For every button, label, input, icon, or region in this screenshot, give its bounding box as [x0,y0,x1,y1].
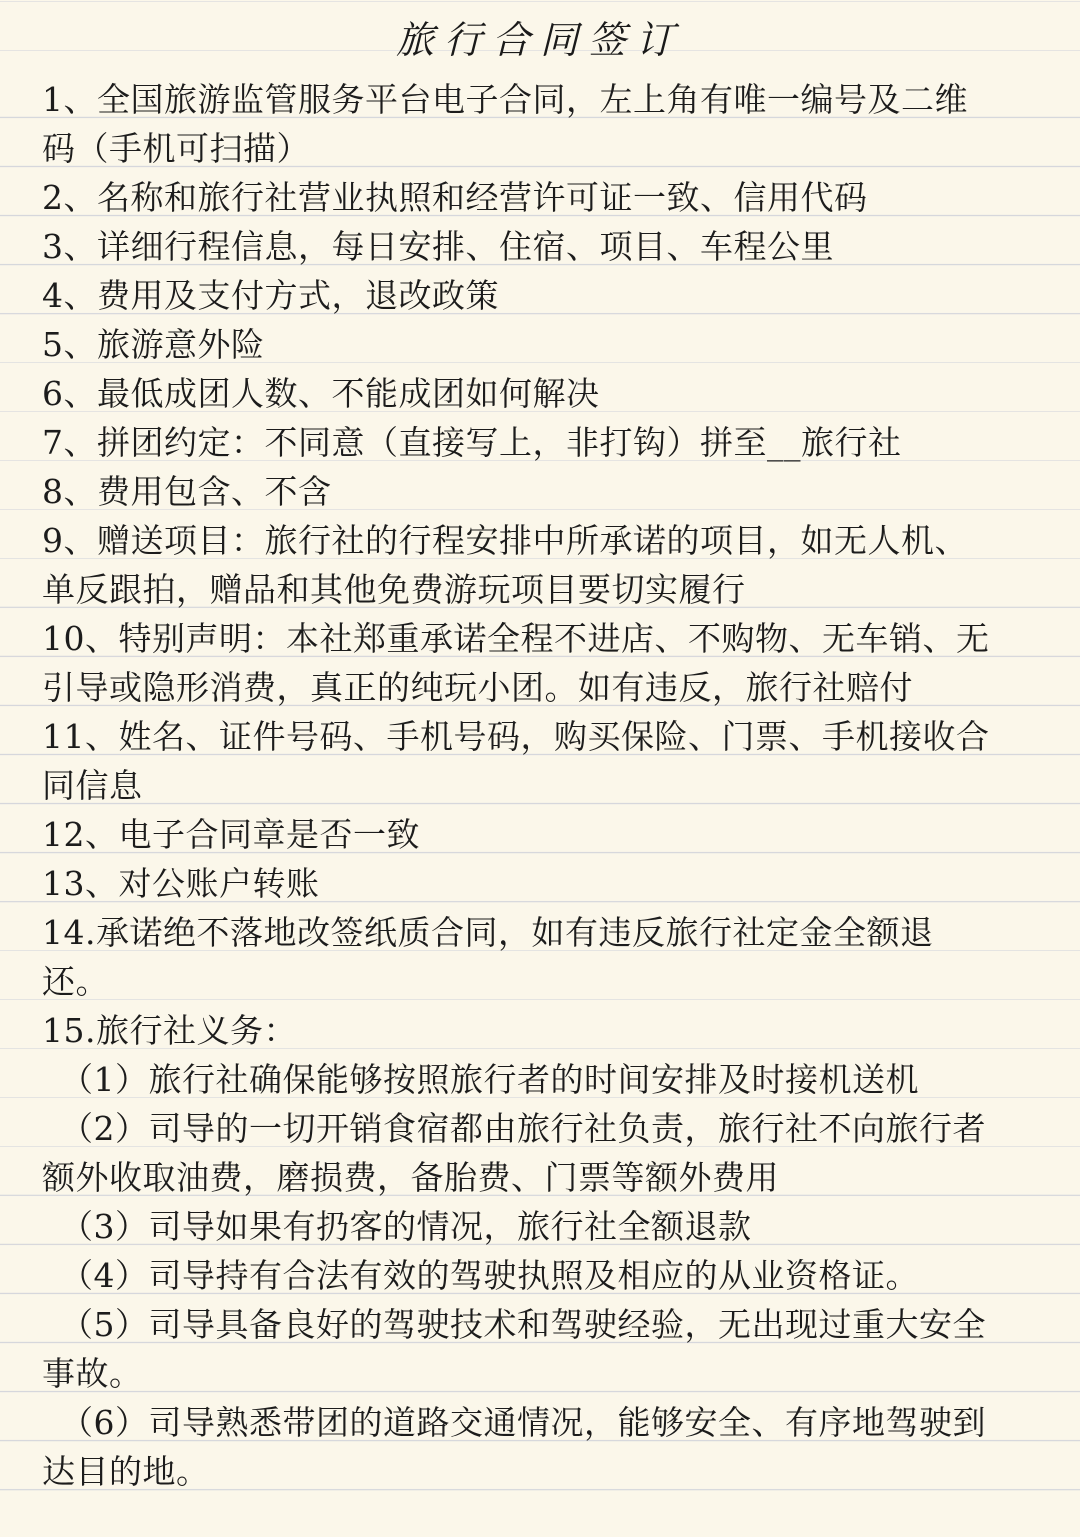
text-line: 11、姓名、证件号码、手机号码，购买保险、门票、手机接收合 [42,717,990,756]
text-line: 5、旅游意外险 [42,325,265,364]
text-line: 2、名称和旅行社营业执照和经营许可证一致、信用代码 [42,178,868,217]
text-line: （3）司导如果有扔客的情况，旅行社全额退款 [60,1207,752,1246]
text-line: 达目的地。 [42,1452,210,1491]
text-line: 4、费用及支付方式，退改政策 [42,276,499,315]
text-line: （6）司导熟悉带团的道路交通情况，能够安全、有序地驾驶到 [60,1403,986,1442]
text-line: 10、特别声明：本社郑重承诺全程不进店、不购物、无车销、无 [42,619,990,658]
text-line: （2）司导的一切开销食宿都由旅行社负责，旅行社不向旅行者 [60,1109,986,1148]
text-line: 1、全国旅游监管服务平台电子合同，左上角有唯一编号及二维 [42,80,968,119]
text-line: 12、电子合同章是否一致 [42,815,420,854]
text-line: （5）司导具备良好的驾驶技术和驾驶经验，无出现过重大安全 [60,1305,986,1344]
text-line: （4）司导持有合法有效的驾驶执照及相应的从业资格证。 [60,1256,919,1295]
checklist-body [42,75,1037,1496]
text-line: 同信息 [42,766,143,805]
text-line: 额外收取油费，磨损费，备胎费、门票等额外费用 [42,1158,779,1197]
page-title: 旅行合同签订 [395,18,684,62]
text-line: 还。 [42,962,109,1001]
text-line: 14.承诺绝不落地改签纸质合同，如有违反旅行社定金全额退 [42,913,934,952]
text-line: 3、详细行程信息，每日安排、住宿、项目、车程公里 [42,227,834,266]
text-line: 13、对公账户转账 [42,864,320,903]
text-line: 6、最低成团人数、不能成团如何解决 [42,374,600,413]
text-line: 单反跟拍，赠品和其他免费游玩项目要切实履行 [42,570,746,609]
text-line: 事故。 [42,1354,143,1393]
text-line: 15.旅行社义务： [42,1011,297,1050]
text-line: 9、赠送项目：旅行社的行程安排中所承诺的项目，如无人机、 [42,521,968,560]
text-line: （1）旅行社确保能够按照旅行者的时间安排及时接机送机 [60,1060,919,1099]
text-line: 码（手机可扫描） [42,129,310,168]
text-line: 引导或隐形消费，真正的纯玩小团。如有违反，旅行社赔付 [42,668,913,707]
text-line: 8、费用包含、不含 [42,472,332,511]
text-line: 7、拼团约定：不同意（直接写上，非打钩）拼至__旅行社 [42,423,902,462]
